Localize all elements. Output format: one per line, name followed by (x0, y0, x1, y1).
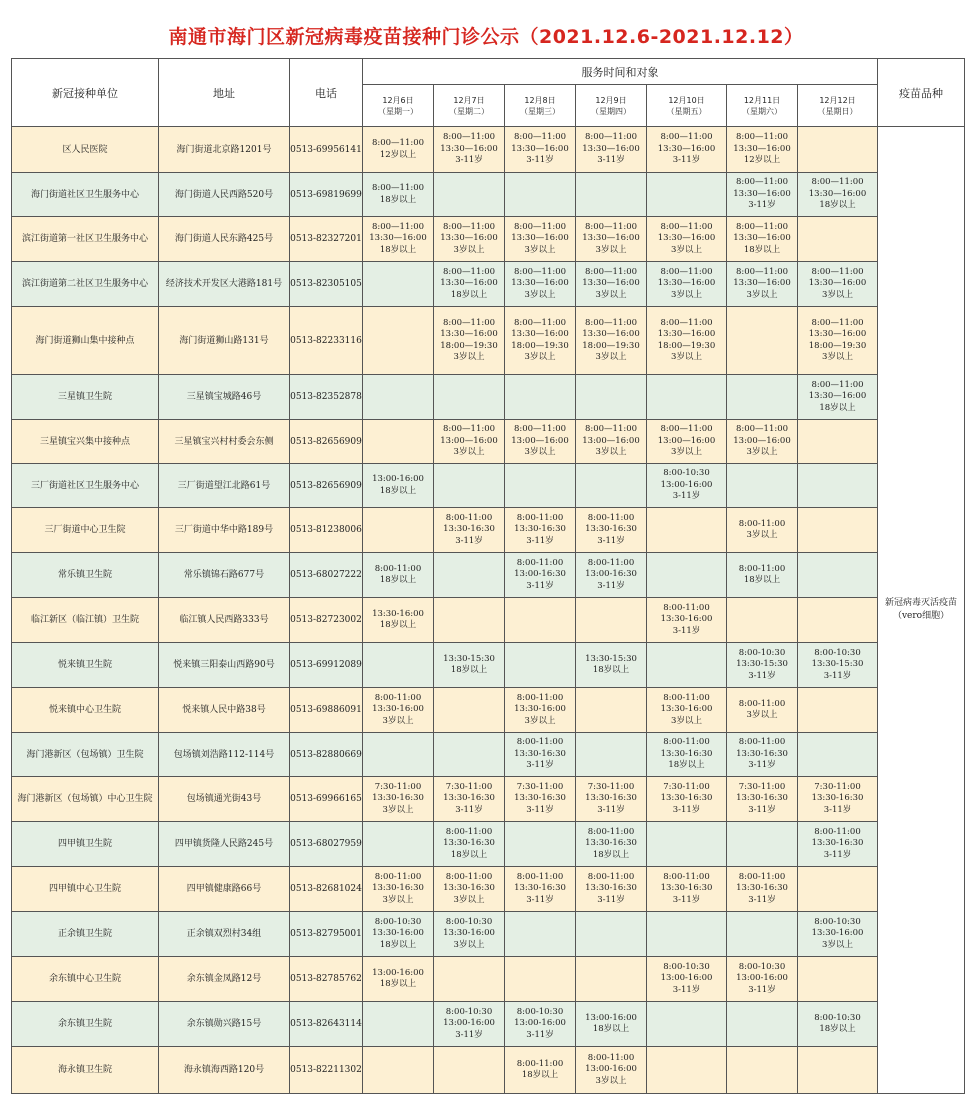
unit-phone: 0513-82327201 (290, 217, 363, 262)
unit-phone: 0513-82880669 (290, 733, 363, 777)
schedule-cell: 8:00—11:00 13:30—16:00 18岁以上 (798, 375, 878, 420)
vaccine-type-cell: 新冠病毒灭活疫苗 （vero细胞） (878, 127, 965, 1094)
schedule-cell (363, 262, 434, 307)
unit-name: 海门港新区（包场镇）卫生院 (12, 733, 159, 777)
schedule-cell: 7:30-11:00 13:30-16:30 3-11岁 (647, 777, 727, 822)
schedule-cell: 8:00—11:00 13:30—16:00 18:00—19:30 3岁以上 (647, 307, 727, 375)
schedule-cell (798, 420, 878, 464)
unit-phone: 0513-68027222 (290, 553, 363, 598)
unit-address: 海门街道北京路1201号 (159, 127, 290, 173)
header-service-time: 服务时间和对象 (363, 59, 878, 85)
schedule-cell: 8:00-11:00 13:30-16:00 3岁以上 (505, 688, 576, 733)
schedule-cell (576, 375, 647, 420)
schedule-cell (576, 598, 647, 643)
schedule-cell (505, 912, 576, 957)
schedule-cell: 8:00—11:00 13:30—16:00 3岁以上 (798, 262, 878, 307)
unit-address: 常乐镇锦石路677号 (159, 553, 290, 598)
unit-name: 悦来镇中心卫生院 (12, 688, 159, 733)
schedule-cell: 8:00—11:00 13:30—16:00 18岁以上 (798, 173, 878, 217)
unit-phone: 0513-82656909 (290, 464, 363, 508)
schedule-cell: 8:00—11:00 13:30—16:00 3-11岁 (576, 127, 647, 173)
schedule-cell: 8:00—11:00 13:30—16:00 12岁以上 (727, 127, 798, 173)
unit-name: 常乐镇卫生院 (12, 553, 159, 598)
schedule-cell: 8:00-10:30 13:00-16:00 3-11岁 (505, 1002, 576, 1047)
schedule-cell: 13:00-16:00 18岁以上 (363, 957, 434, 1002)
schedule-cell (434, 375, 505, 420)
unit-address: 三星镇宝城路46号 (159, 375, 290, 420)
unit-address: 三厂街道望江北路61号 (159, 464, 290, 508)
unit-phone: 0513-69966165 (290, 777, 363, 822)
schedule-cell: 8:00—11:00 13:30—16:00 3-11岁 (434, 127, 505, 173)
schedule-cell (434, 598, 505, 643)
unit-name: 海门街道狮山集中接种点 (12, 307, 159, 375)
schedule-cell: 8:00-11:00 13:30-16:30 3-11岁 (576, 867, 647, 912)
schedule-cell: 8:00—11:00 13:30—16:00 18岁以上 (363, 217, 434, 262)
unit-phone: 0513-69819699 (290, 173, 363, 217)
schedule-cell: 8:00-10:30 13:00-16:00 3-11岁 (647, 957, 727, 1002)
schedule-cell (434, 957, 505, 1002)
schedule-cell: 8:00-11:00 13:30-16:30 3-11岁 (434, 508, 505, 553)
vaccination-schedule-table (11, 58, 965, 1094)
schedule-cell (798, 127, 878, 173)
schedule-cell: 8:00—11:00 13:30—16:00 3岁以上 (727, 262, 798, 307)
table-row (12, 912, 965, 957)
unit-phone: 0513-82785762 (290, 957, 363, 1002)
unit-address: 悦来镇人民中路38号 (159, 688, 290, 733)
schedule-cell (505, 957, 576, 1002)
schedule-cell (647, 508, 727, 553)
unit-name: 三星镇卫生院 (12, 375, 159, 420)
schedule-cell: 8:00-11:00 13:30-16:30 3-11岁 (505, 508, 576, 553)
schedule-cell: 8:00-11:00 13:30-16:30 3-11岁 (647, 867, 727, 912)
schedule-cell (798, 217, 878, 262)
schedule-cell (798, 688, 878, 733)
schedule-cell (576, 957, 647, 1002)
schedule-cell: 8:00—11:00 13:30—16:00 3岁以上 (505, 262, 576, 307)
table-row (12, 307, 965, 375)
unit-phone: 0513-82723002 (290, 598, 363, 643)
table-row (12, 777, 965, 822)
schedule-cell (505, 464, 576, 508)
schedule-cell: 7:30-11:00 13:30-16:30 3-11岁 (727, 777, 798, 822)
unit-name: 四甲镇中心卫生院 (12, 867, 159, 912)
table-row (12, 375, 965, 420)
unit-address: 余东镇勋兴路15号 (159, 1002, 290, 1047)
schedule-cell: 8:00-11:00 13:30-16:30 3-11岁 (576, 508, 647, 553)
schedule-cell (727, 912, 798, 957)
schedule-cell: 8:00-10:30 13:00-16:00 3-11岁 (434, 1002, 505, 1047)
schedule-cell: 8:00-10:30 13:00-16:00 3-11岁 (647, 464, 727, 508)
schedule-cell (505, 822, 576, 867)
schedule-cell (363, 420, 434, 464)
schedule-cell: 8:00—11:00 13:30—16:00 3岁以上 (647, 262, 727, 307)
schedule-cell: 8:00—11:00 13:30—16:00 18:00—19:30 3岁以上 (576, 307, 647, 375)
unit-address: 海门街道狮山路131号 (159, 307, 290, 375)
table-row (12, 1047, 965, 1094)
schedule-cell: 8:00-10:30 13:30-15:30 3-11岁 (727, 643, 798, 688)
table-row (12, 957, 965, 1002)
schedule-cell (727, 375, 798, 420)
unit-name: 海门港新区（包场镇）中心卫生院 (12, 777, 159, 822)
unit-phone: 0513-82681024 (290, 867, 363, 912)
unit-address: 包场镇通光街43号 (159, 777, 290, 822)
header-vaccine-type: 疫苗品种 (878, 59, 965, 127)
unit-name: 区人民医院 (12, 127, 159, 173)
schedule-cell (434, 553, 505, 598)
unit-phone: 0513-82211302 (290, 1047, 363, 1094)
unit-phone: 0513-69886091 (290, 688, 363, 733)
page-title: 南通市海门区新冠病毒疫苗接种门诊公示（2021.12.6-2021.12.12） (168, 26, 804, 48)
schedule-cell (505, 375, 576, 420)
unit-address: 三厂街道中华中路189号 (159, 508, 290, 553)
unit-name: 余东镇中心卫生院 (12, 957, 159, 1002)
schedule-cell: 8:00—11:00 18岁以上 (363, 173, 434, 217)
schedule-cell: 8:00—11:00 13:30—16:00 3岁以上 (576, 217, 647, 262)
header-phone: 电话 (290, 59, 363, 127)
schedule-cell: 8:00-11:00 3岁以上 (727, 688, 798, 733)
schedule-cell (505, 598, 576, 643)
schedule-cell: 8:00-11:00 13:30-16:30 18岁以上 (647, 733, 727, 777)
schedule-cell: 8:00—11:00 13:00—16:00 3岁以上 (727, 420, 798, 464)
unit-address: 海永镇海西路120号 (159, 1047, 290, 1094)
unit-name: 正余镇卫生院 (12, 912, 159, 957)
schedule-cell: 8:00—11:00 13:30—16:00 18岁以上 (434, 262, 505, 307)
header-unit: 新冠接种单位 (12, 59, 159, 127)
schedule-cell (647, 912, 727, 957)
schedule-cell (647, 553, 727, 598)
schedule-cell: 8:00-11:00 13:30-16:30 3-11岁 (727, 867, 798, 912)
header-day-4: 12月9日 （星期四） (576, 85, 647, 127)
schedule-cell (576, 912, 647, 957)
schedule-cell: 8:00-11:00 13:30-16:30 3岁以上 (434, 867, 505, 912)
unit-phone: 0513-82656909 (290, 420, 363, 464)
unit-address: 余东镇金凤路12号 (159, 957, 290, 1002)
unit-address: 四甲镇健康路66号 (159, 867, 290, 912)
unit-phone: 0513-69912089 (290, 643, 363, 688)
schedule-cell: 7:30-11:00 13:30-16:30 3-11岁 (798, 777, 878, 822)
schedule-cell (434, 464, 505, 508)
schedule-cell: 8:00—11:00 13:30—16:00 3岁以上 (647, 217, 727, 262)
unit-address: 海门街道人民西路520号 (159, 173, 290, 217)
schedule-cell (647, 643, 727, 688)
schedule-cell (798, 598, 878, 643)
schedule-cell (434, 733, 505, 777)
table-row (12, 733, 965, 777)
schedule-cell (727, 822, 798, 867)
schedule-cell (727, 1047, 798, 1094)
unit-name: 海门街道社区卫生服务中心 (12, 173, 159, 217)
schedule-cell: 7:30-11:00 13:30-16:30 3岁以上 (363, 777, 434, 822)
schedule-cell (363, 733, 434, 777)
unit-address: 海门街道人民东路425号 (159, 217, 290, 262)
schedule-cell: 13:00-16:00 18岁以上 (363, 464, 434, 508)
header-day-6: 12月11日 （星期六） (727, 85, 798, 127)
schedule-cell: 8:00-11:00 13:30-16:30 3岁以上 (363, 867, 434, 912)
schedule-cell: 13:30-15:30 18岁以上 (576, 643, 647, 688)
schedule-cell: 8:00-11:00 18岁以上 (727, 553, 798, 598)
table-row (12, 598, 965, 643)
schedule-cell: 7:30-11:00 13:30-16:30 3-11岁 (434, 777, 505, 822)
schedule-cell: 8:00-10:30 13:30-15:30 3-11岁 (798, 643, 878, 688)
schedule-cell: 8:00—11:00 13:30—16:00 3岁以上 (505, 217, 576, 262)
unit-address: 三星镇宝兴村村委会东侧 (159, 420, 290, 464)
table-row (12, 822, 965, 867)
unit-phone: 0513-69956141 (290, 127, 363, 173)
schedule-cell (363, 1002, 434, 1047)
schedule-cell (363, 822, 434, 867)
schedule-cell (798, 957, 878, 1002)
unit-name: 三厂街道中心卫生院 (12, 508, 159, 553)
schedule-cell: 8:00-11:00 13:30-16:00 3岁以上 (647, 688, 727, 733)
schedule-cell: 8:00—11:00 13:30—16:00 3-11岁 (727, 173, 798, 217)
unit-phone: 0513-82643114 (290, 1002, 363, 1047)
unit-address: 临江镇人民西路333号 (159, 598, 290, 643)
schedule-cell: 8:00—11:00 13:00—16:00 3岁以上 (505, 420, 576, 464)
schedule-cell (727, 598, 798, 643)
schedule-cell (576, 464, 647, 508)
schedule-cell: 8:00—11:00 13:30—16:00 18岁以上 (727, 217, 798, 262)
schedule-cell (363, 508, 434, 553)
unit-name: 三厂街道社区卫生服务中心 (12, 464, 159, 508)
schedule-cell: 8:00-11:00 13:30-16:30 3-11岁 (798, 822, 878, 867)
schedule-cell (798, 733, 878, 777)
unit-address: 悦来镇三阳泰山西路90号 (159, 643, 290, 688)
schedule-cell (727, 1002, 798, 1047)
unit-name: 海永镇卫生院 (12, 1047, 159, 1094)
unit-name: 三星镇宝兴集中接种点 (12, 420, 159, 464)
schedule-cell: 8:00-11:00 3岁以上 (727, 508, 798, 553)
schedule-cell (647, 1002, 727, 1047)
unit-phone: 0513-82305105 (290, 262, 363, 307)
schedule-cell: 8:00-11:00 18岁以上 (505, 1047, 576, 1094)
schedule-cell (434, 1047, 505, 1094)
schedule-cell: 8:00-11:00 13:00-16:30 3-11岁 (576, 553, 647, 598)
schedule-cell: 8:00-11:00 13:30-16:30 18岁以上 (434, 822, 505, 867)
unit-phone: 0513-82233116 (290, 307, 363, 375)
table-row (12, 464, 965, 508)
schedule-cell: 8:00—11:00 13:30—16:00 18:00—19:30 3岁以上 (434, 307, 505, 375)
unit-phone: 0513-81238006 (290, 508, 363, 553)
schedule-cell (576, 733, 647, 777)
header-day-1: 12月6日 （星期一） (363, 85, 434, 127)
unit-phone: 0513-82352878 (290, 375, 363, 420)
schedule-cell: 8:00-11:00 13:30-16:30 18岁以上 (576, 822, 647, 867)
unit-phone: 0513-82795001 (290, 912, 363, 957)
table-row (12, 127, 965, 173)
header-day-7: 12月12日 （星期日） (798, 85, 878, 127)
table-row (12, 867, 965, 912)
schedule-cell: 8:00-10:30 13:30-16:00 3岁以上 (798, 912, 878, 957)
schedule-cell: 8:00—11:00 13:00—16:00 3岁以上 (647, 420, 727, 464)
unit-name: 滨江街道第一社区卫生服务中心 (12, 217, 159, 262)
schedule-cell: 8:00-10:30 13:00-16:00 3-11岁 (727, 957, 798, 1002)
schedule-cell: 8:00-11:00 13:00-16:00 3岁以上 (576, 1047, 647, 1094)
header-day-5: 12月10日 （星期五） (647, 85, 727, 127)
schedule-cell: 8:00—11:00 13:30—16:00 3-11岁 (647, 127, 727, 173)
schedule-cell: 8:00—11:00 12岁以上 (363, 127, 434, 173)
schedule-cell (505, 643, 576, 688)
schedule-cell: 8:00-10:30 13:30-16:00 3岁以上 (434, 912, 505, 957)
schedule-cell (363, 375, 434, 420)
schedule-cell (798, 1047, 878, 1094)
header-address: 地址 (159, 59, 290, 127)
schedule-cell (798, 464, 878, 508)
schedule-cell: 7:30-11:00 13:30-16:30 3-11岁 (576, 777, 647, 822)
schedule-cell (505, 173, 576, 217)
schedule-cell: 7:30-11:00 13:30-16:30 3-11岁 (505, 777, 576, 822)
schedule-cell (647, 1047, 727, 1094)
schedule-cell: 13:00-16:00 18岁以上 (576, 1002, 647, 1047)
schedule-cell (798, 508, 878, 553)
table-row (12, 643, 965, 688)
schedule-cell (434, 173, 505, 217)
schedule-cell (727, 464, 798, 508)
unit-address: 包场镇刘浩路112-114号 (159, 733, 290, 777)
unit-name: 滨江街道第二社区卫生服务中心 (12, 262, 159, 307)
table-row (12, 1002, 965, 1047)
unit-name: 悦来镇卫生院 (12, 643, 159, 688)
schedule-cell: 8:00—11:00 13:30—16:00 18:00—19:30 3岁以上 (505, 307, 576, 375)
schedule-cell: 8:00-11:00 13:30-16:30 3-11岁 (727, 733, 798, 777)
table-row (12, 508, 965, 553)
schedule-cell: 8:00-11:00 18岁以上 (363, 553, 434, 598)
schedule-cell: 8:00—11:00 13:30—16:00 3-11岁 (505, 127, 576, 173)
table-row (12, 688, 965, 733)
schedule-cell: 13:30-16:00 18岁以上 (363, 598, 434, 643)
unit-name: 临江新区（临江镇）卫生院 (12, 598, 159, 643)
schedule-cell: 8:00—11:00 13:30—16:00 3岁以上 (434, 217, 505, 262)
unit-name: 四甲镇卫生院 (12, 822, 159, 867)
header-day-2: 12月7日 （星期二） (434, 85, 505, 127)
schedule-cell: 8:00—11:00 13:30—16:00 18:00—19:30 3岁以上 (798, 307, 878, 375)
schedule-cell (647, 173, 727, 217)
unit-address: 正余镇双烈村34组 (159, 912, 290, 957)
schedule-cell (798, 553, 878, 598)
schedule-cell: 8:00-11:00 13:30-16:00 3岁以上 (363, 688, 434, 733)
schedule-cell: 8:00-11:00 13:30-16:00 3-11岁 (647, 598, 727, 643)
schedule-cell: 8:00-11:00 13:30-16:30 3-11岁 (505, 867, 576, 912)
schedule-cell (576, 688, 647, 733)
schedule-cell: 8:00—11:00 13:00—16:00 3岁以上 (576, 420, 647, 464)
schedule-cell: 8:00—11:00 13:00—16:00 3岁以上 (434, 420, 505, 464)
schedule-cell (647, 375, 727, 420)
schedule-cell: 8:00-10:30 13:30-16:00 18岁以上 (363, 912, 434, 957)
unit-phone: 0513-68027959 (290, 822, 363, 867)
table-row (12, 173, 965, 217)
table-row (12, 217, 965, 262)
schedule-cell: 8:00-11:00 13:30-16:30 3-11岁 (505, 733, 576, 777)
schedule-cell (798, 867, 878, 912)
schedule-cell (576, 173, 647, 217)
table-row (12, 553, 965, 598)
schedule-cell (647, 822, 727, 867)
schedule-cell: 13:30-15:30 18岁以上 (434, 643, 505, 688)
schedule-cell: 8:00-11:00 13:00-16:30 3-11岁 (505, 553, 576, 598)
unit-name: 余东镇卫生院 (12, 1002, 159, 1047)
unit-address: 经济技术开发区大港路181号 (159, 262, 290, 307)
schedule-cell (727, 307, 798, 375)
table-row (12, 420, 965, 464)
schedule-cell (434, 688, 505, 733)
schedule-cell (363, 643, 434, 688)
unit-address: 四甲镇货隆人民路245号 (159, 822, 290, 867)
table-row (12, 262, 965, 307)
schedule-cell: 8:00-10:30 18岁以上 (798, 1002, 878, 1047)
schedule-cell (363, 307, 434, 375)
schedule-cell (363, 1047, 434, 1094)
schedule-cell: 8:00—11:00 13:30—16:00 3岁以上 (576, 262, 647, 307)
header-day-3: 12月8日 （星期三） (505, 85, 576, 127)
